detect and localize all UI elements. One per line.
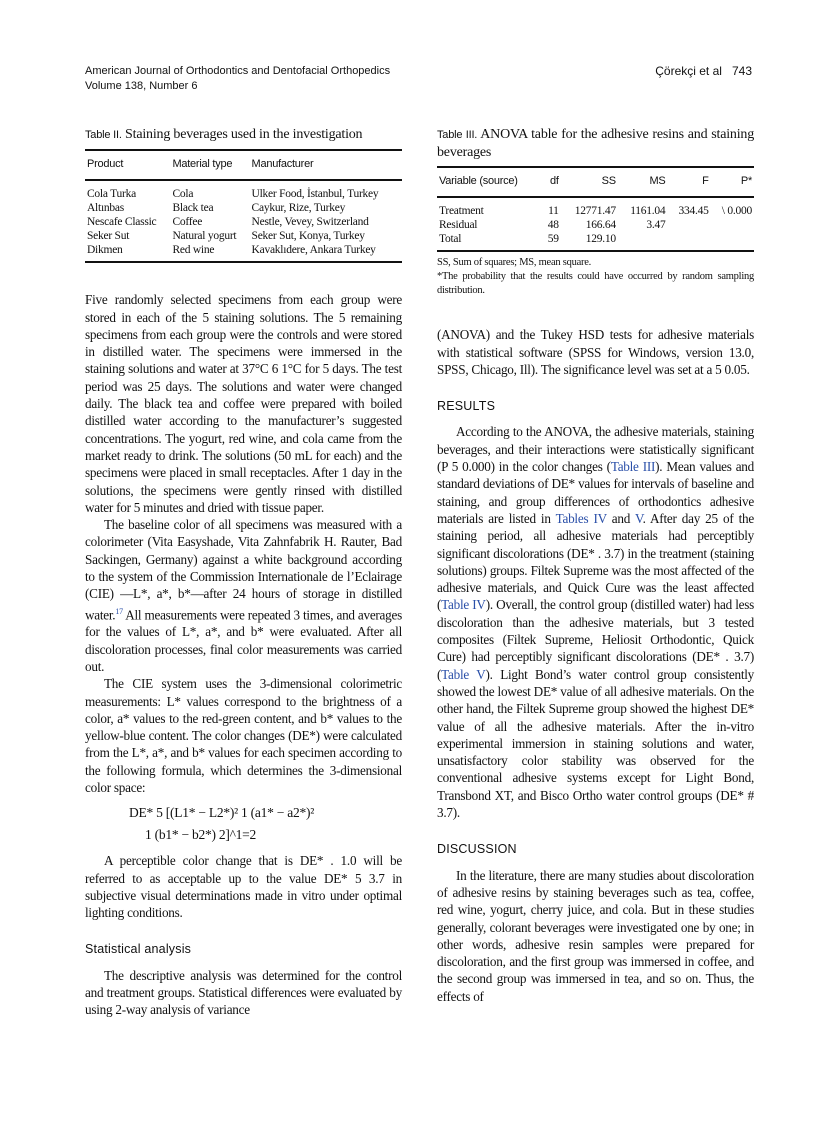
table-cell: Red wine: [172, 244, 215, 257]
table-row: [437, 197, 754, 218]
table-cell: 59: [547, 233, 559, 246]
table-2-caption: [85, 126, 402, 144]
table-cell: Altınbas: [87, 202, 124, 215]
text: According to the ANOVA, the adhesive materials, staining beverages, and their interactions were statistically significant (P 5 0.000) in the color changes (: [437, 424, 754, 475]
table-cell: 1161.04: [630, 205, 666, 218]
paragraph: [85, 516, 402, 675]
column-header: Product: [85, 150, 170, 180]
text: ). Mean values and standard deviations of DE* values for intervals of baseline and staining, and group differences of orthodontics adhesive materials are listed in: [437, 459, 754, 526]
table-cell: Ulker Food, İstanbul, Turkey: [251, 188, 379, 201]
table-cell: Seker Sut, Konya, Turkey: [251, 230, 365, 243]
table-3-caption: [437, 126, 754, 161]
table-cell: 11: [548, 205, 559, 218]
column-header: P*: [711, 167, 754, 197]
table-row: [85, 243, 402, 262]
table-3-grid: [437, 166, 754, 252]
page-number: 743: [731, 64, 752, 78]
text: ). Light Bond’s water control group consistently showed the lowest DE* value of all adhesive materials. On the other hand, the Filtek Supreme group showed the highest DE* value of all the adhesive materials. After the in-vitro experimental immersion in staining solutions and water, unsatisfactory color stability was observed for the conventional adhesive systems except for Light Bond, Transbond XT, and Bisco Ortho water control groups (DE* # 3.7).: [437, 666, 754, 821]
table-cell: Residual: [439, 219, 478, 232]
table-cell: Dikmen: [87, 244, 123, 257]
column-header: Variable (source): [437, 167, 542, 197]
table-cell: Caykur, Rize, Turkey: [251, 202, 346, 215]
authors: Çörekçi et al: [655, 64, 722, 78]
column-header: SS: [561, 167, 618, 197]
column-header: Manufacturer: [250, 150, 402, 180]
table-cell: 3.47: [646, 219, 666, 232]
table-2-grid: [85, 149, 402, 263]
table-cell: [711, 218, 754, 232]
text: and: [606, 510, 635, 526]
table-cell: Nestle, Vevey, Switzerland: [251, 216, 369, 229]
table-label: Table II.: [85, 129, 122, 141]
paragraph: The descriptive analysis was determined for the control and treatment groups. Statistical differences were evaluated by using 2-way analysis of variance: [85, 967, 402, 1018]
table-link[interactable]: Table V: [441, 666, 486, 682]
right-column: [437, 126, 754, 1005]
section-heading-results: RESULTS: [437, 399, 496, 414]
table-2: [85, 126, 402, 263]
table-cell: 48: [547, 219, 559, 232]
section-heading-discussion: DISCUSSION: [437, 842, 517, 857]
color-difference-formula: [129, 802, 402, 846]
text: ). Overall, the control group (distilled water) had less discoloration than the adhesive materials, but 3 tested composites (Filtek Supreme, Heliosit Orthodontic, Quick Cure) had perceptibly significant discolorations (DE* . 3.7) (: [437, 597, 754, 682]
results-paragraph: [437, 423, 754, 821]
left-column: [85, 126, 402, 1019]
table-cell: Cola Turka: [87, 188, 136, 201]
table-row: [85, 229, 402, 243]
table-cell: [667, 218, 710, 232]
footnote: *The probability that the results could have occurred by random sampling distribution.: [437, 271, 754, 297]
table-cell: Kavaklıdere, Ankara Turkey: [251, 244, 376, 257]
table-cell: [618, 232, 668, 251]
table-title: Staining beverages used in the investigation: [125, 127, 363, 142]
table-cell: Cola: [172, 188, 194, 201]
table-cell: 12771.47: [574, 205, 616, 218]
table-cell: Nescafe Classic: [87, 216, 157, 229]
table-cell: 334.45: [678, 205, 709, 218]
running-header-journal: [85, 64, 390, 94]
table-cell: Coffee: [172, 216, 203, 229]
table-link[interactable]: Tables IV: [555, 510, 607, 526]
paragraph: In the literature, there are many studies about discoloration of adhesive resins by staining beverages such as tea, coffee, red wine, yogurt, cherry juice, and cola. But in these studies generally, colorant beverages were investigated one by one; in other words, adhesive resin samples were prepared for discoloration, and the first group was immersed in coffee, and the second group was immersed in tea, and so on. Thus, the effects of: [437, 867, 754, 1004]
table-row: [437, 218, 754, 232]
footnote: SS, Sum of squares; MS, mean square.: [437, 257, 592, 269]
paragraph: Five randomly selected specimens from each group were stored in each of the 5 staining solutions. The 5 remaining specimens from each group were the controls and were stored in distilled water. The specimens were immersed in the staining solutions and water at 37°C 6 1°C for 5 days. The test period was 25 days. The solutions and water were changed daily. The black tea and coffee were prepared with boiled distilled water according to the manufacturer’s suggested concentrations. The yogurt, red wine, and cola came from the market ready to drink. The solutions (50 mL for each) and the specimens were placed in small receptacles. After 1 day in the solutions, the specimens were gently rinsed with distilled water for 5 minutes and dried with tissue paper.: [85, 292, 402, 515]
table-cell: Seker Sut: [87, 230, 130, 243]
table-row: [85, 180, 402, 201]
paragraph: A perceptible color change that is DE* . 1.0 will be referred to as acceptable up to the value DE* 5 3.7 in subjective visual determinations made in vitro under optimal lighting conditions.: [85, 853, 402, 921]
table-label: Table III.: [437, 129, 478, 141]
text: All measurements were repeated 3 times, and averages for the values of L*, a*, and b* were evaluated. After all discoloration processes, final color measurements was carried out.: [85, 607, 402, 674]
table-link[interactable]: Table IV: [441, 597, 486, 613]
table-link[interactable]: Table III: [610, 459, 656, 475]
formula-line-1: DE* 5 [(L1* − L2*)² 1 (a1* − a2*)²: [129, 805, 315, 821]
table-title: ANOVA table for the adhesive resins and staining beverages: [437, 127, 754, 160]
column-header: F: [667, 167, 710, 197]
column-header: Material type: [170, 150, 249, 180]
table-cell: [667, 232, 710, 251]
journal-volume: Volume 138, Number 6: [85, 80, 198, 92]
table-cell: Black tea: [172, 202, 214, 215]
table-row: [85, 201, 402, 215]
table-cell: \ 0.000: [721, 205, 752, 218]
table-cell: Total: [439, 233, 462, 246]
column-header: MS: [618, 167, 668, 197]
table-3: [437, 126, 754, 298]
paragraph: The CIE system uses the 3-dimensional colorimetric measurements: L* values correspond to the brightness of a color, a* values to the red-green content, and b* values to the yellow-blue content. The color changes (DE*) were calculated from the L*, a*, and b* values for each specimen according to the following formula, which determines the 3-dimensional color space:: [85, 676, 402, 795]
column-header: df: [542, 167, 561, 197]
journal-name: American Journal of Orthodontics and Dentofacial Orthopedics: [85, 65, 391, 77]
text: . After day 25 of the staining period, all adhesive materials had perceptibly significant discolorations (DE* . 3.7) in the treatment (staining solutions) groups. Filtek Supreme was the most affected of the adhesive materials, and Quick Cure was the least affected (: [437, 510, 754, 613]
section-heading: Statistical analysis: [85, 942, 192, 957]
table-cell: Natural yogurt: [172, 230, 237, 243]
table-row: [437, 232, 754, 251]
table-row: [85, 215, 402, 229]
text: The baseline color of all specimens was measured with a colorimeter (Vita Easyshade, Vita Zahnfabrik H. Rauter, Bad Sackingen, Germany) against a white background according to the system of the Commission Internationale de l’Eclairage (CIE) —L*, a*, b*—after 24 hours of storage in distilled water.: [85, 517, 402, 623]
running-header-page: [655, 64, 752, 79]
reference-link[interactable]: 17: [115, 606, 123, 616]
formula-line-2: 1 (b1* − b2*) 2]^1=2: [145, 827, 257, 843]
table-cell: 129.10: [585, 233, 616, 246]
table-cell: [711, 232, 754, 251]
paragraph: (ANOVA) and the Tukey HSD tests for adhesive materials with statistical software (SPSS for Windows, version 13.0, SPSS, Chicago, Ill). The significance level was set at a 5 0.05.: [437, 327, 754, 377]
table-3-footnotes: [437, 256, 754, 298]
table-cell: 166.64: [585, 219, 616, 232]
table-link[interactable]: V: [635, 510, 643, 526]
table-cell: Treatment: [439, 205, 484, 218]
